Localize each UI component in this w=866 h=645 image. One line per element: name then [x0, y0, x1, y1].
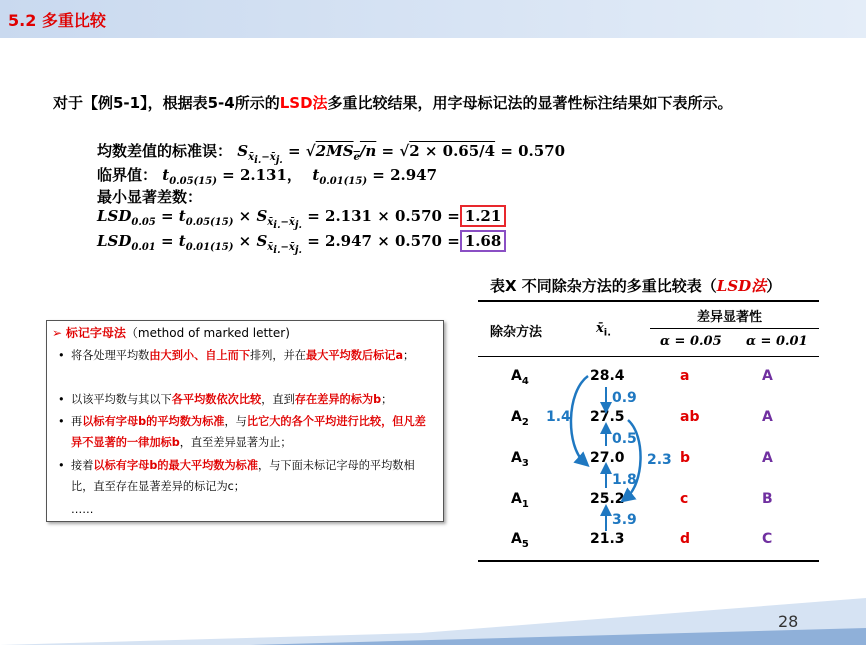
rule-emphasis: 由大到小、自上而下	[149, 349, 251, 362]
row-method-letter: A	[511, 450, 522, 466]
col-header-alpha005: α = 0.05	[660, 334, 722, 349]
se-label: 均数差值的标准误：	[97, 142, 233, 160]
row-mean: 25.2	[590, 491, 625, 507]
formula-lsd005: $LSD_{0.05} = t_{0.05(15)} \times S_{x̄_{i.}-x̄_{j.}} = 2.131 \times 0.570 = 1.21$	[97, 205, 506, 231]
row-method-sub: 4	[521, 375, 529, 387]
bullet-dot-icon: •	[58, 393, 65, 406]
lsd001-value-box: 1.68	[460, 230, 507, 252]
table-title-prefix: 表X 不同除杂方法的多重比较表（	[490, 277, 717, 295]
rule-text: ，与下面未标记字母的平均数相比，直至存在显著差异的标记为c；	[71, 459, 415, 493]
row-mark-alpha001: A	[762, 450, 773, 466]
row-method-letter: A	[511, 531, 522, 547]
row-mark-alpha001: A	[762, 409, 773, 425]
intro-part3: 多重比较结果，用字母标记法的显著性标注结果如下表所示。	[327, 94, 733, 112]
rule-text: ；	[403, 349, 415, 362]
rule-text: 排列，并在	[250, 349, 306, 362]
diff-label: 0.5	[612, 431, 637, 447]
row-method-sub: 2	[521, 416, 529, 428]
rules-heading-en: （method of marked letter)	[125, 326, 290, 340]
intro-part1: 对于【例5-1】，根据表5-4所示的	[53, 94, 280, 112]
diff-label: 0.9	[612, 390, 637, 406]
row-method-sub: 1	[521, 498, 529, 510]
lsd-label: 最小显著差数：	[97, 188, 203, 206]
row-method-letter: A	[511, 491, 522, 507]
page-number: 28	[778, 612, 799, 631]
rule-text: ；	[381, 393, 393, 406]
row-mean: 28.4	[590, 368, 625, 384]
span-label-left: 1.4	[546, 409, 571, 425]
span-arrow-left	[571, 376, 588, 462]
bullet-dot-icon: •	[58, 415, 65, 428]
bullet-dot-icon: •	[58, 459, 65, 472]
crit-label: 临界值：	[97, 166, 158, 184]
row-mark-alpha005: c	[680, 491, 689, 507]
row-mark-alpha005: b	[680, 450, 691, 466]
col-header-alpha001: α = 0.01	[746, 334, 808, 349]
rule-emphasis: 以标有字母b的平均数为标准	[82, 415, 225, 428]
diff-label: 3.9	[612, 512, 637, 528]
table-title-method: LSD法	[716, 277, 767, 295]
col-header-significance: 差异显著性	[697, 310, 763, 325]
row-mark-alpha001: A	[762, 368, 773, 384]
col-mean-sub: i.	[603, 327, 611, 339]
rule-emphasis: 比它大的各个平均进行比较，但凡差异不显著的一律加标b	[71, 415, 426, 449]
rule-text: 再	[71, 415, 83, 428]
row-method-sub: 3	[521, 457, 529, 469]
row-mark-alpha005: a	[680, 368, 690, 384]
se-value: 0.570	[518, 142, 566, 160]
row-mark-alpha005: ab	[680, 409, 700, 425]
rule-text: 以该平均数与其以下	[71, 393, 172, 406]
rule-text: ，直到	[261, 393, 295, 406]
row-mark-alpha001: C	[762, 531, 773, 547]
row-mean: 27.0	[590, 450, 625, 466]
lsd001-calc: 2.947 × 0.570 =	[325, 232, 460, 250]
rules-ellipsis: ……	[71, 503, 94, 516]
slide-title: 5.2 多重比较	[8, 11, 106, 30]
rule-text: 接着	[71, 459, 94, 472]
span-label-right: 2.3	[647, 452, 672, 468]
row-method-letter: A	[511, 368, 522, 384]
col-mean-symbol: x̄	[596, 321, 604, 336]
formula-critical: 临界值： $t_{0.05(15)} = 2.131$， $t_{0.01(15)} = 2.947$	[97, 166, 438, 187]
triangle-bullet-icon: ➢	[52, 326, 63, 340]
formula-lsd001: $LSD_{0.01} = t_{0.01(15)} \times S_{x̄_{i.}-x̄_{j.}} = 2.947 \times 0.570 = 1.68$	[97, 230, 506, 256]
lsd005-calc: 2.131 × 0.570 =	[325, 207, 460, 225]
rule-emphasis: 各平均数依次比较	[171, 393, 262, 406]
rule-text: ，直至差异显著为止；	[179, 436, 292, 449]
crit-005: 2.131	[239, 166, 287, 184]
rule-emphasis: 最大平均数后标记a	[305, 349, 404, 362]
se-expression: $S_{x̄_{i.}-x̄_{j.}} = √2MS_e/n = √2 \times 0.65/4$ =	[237, 142, 519, 166]
row-method-sub: 5	[521, 538, 529, 550]
row-mark-alpha001: B	[762, 491, 773, 507]
row-mean: 27.5	[590, 409, 625, 425]
rule-emphasis: 以标有字母b的最大平均数为标准	[93, 459, 259, 472]
intro-method: LSD法	[279, 94, 328, 112]
rules-heading-term: 标记字母法	[65, 326, 126, 340]
crit-001: 2.947	[390, 166, 438, 184]
bullet-dot-icon: •	[58, 349, 65, 362]
rule-text: 将各处理平均数	[71, 349, 150, 362]
lsd005-value-box: 1.21	[460, 205, 507, 227]
rule-text: ，与	[224, 415, 247, 428]
table-title-suffix: ）	[766, 277, 782, 295]
row-mark-alpha005: d	[680, 531, 691, 547]
row-mean: 21.3	[590, 531, 625, 547]
col-header-method: 除杂方法	[490, 325, 543, 340]
rule-emphasis: 存在差异的标为b	[294, 393, 382, 406]
row-method-letter: A	[511, 409, 522, 425]
diff-label: 1.8	[612, 472, 637, 488]
